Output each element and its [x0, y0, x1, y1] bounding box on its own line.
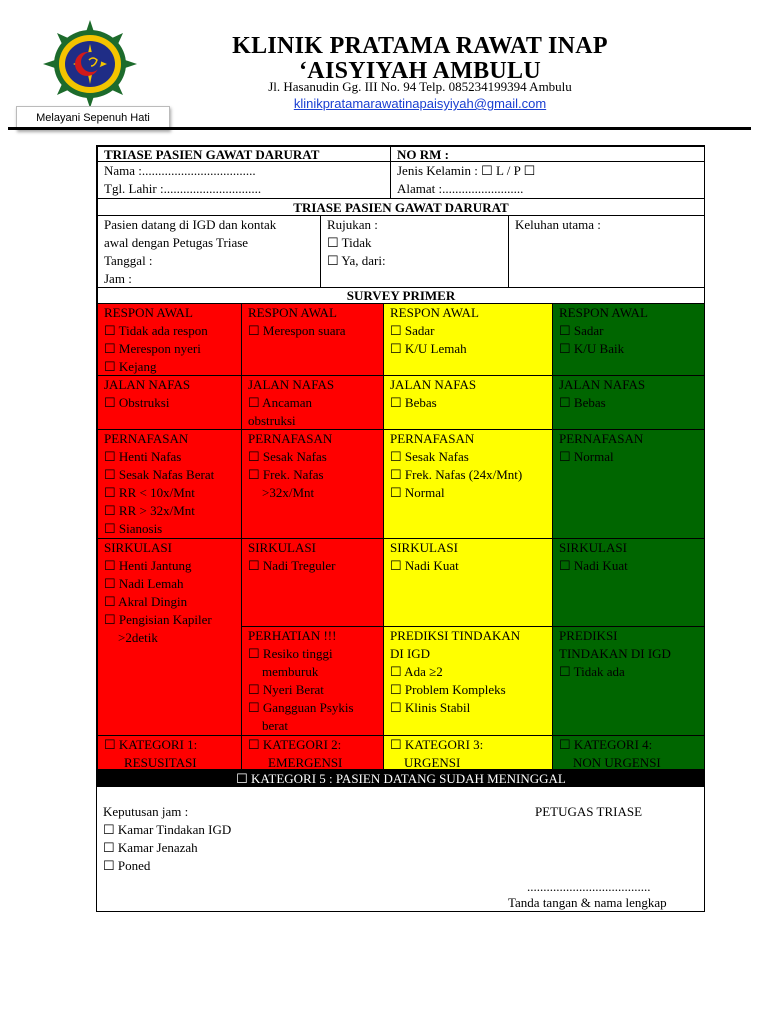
pernafasan-option[interactable]: ☐ Normal	[390, 485, 445, 500]
respon-option[interactable]: ☐ Merespon nyeri	[104, 341, 201, 356]
jenis-kelamin-field[interactable]: Jenis Kelamin : ☐ L / P ☐	[397, 163, 536, 178]
sirkulasi-head: SIRKULASI	[104, 540, 172, 555]
respon-head: RESPON AWAL	[104, 305, 193, 320]
jalan-option[interactable]: ☐ Bebas	[559, 395, 606, 410]
rujukan-label: Rujukan :	[327, 217, 378, 232]
respon-option[interactable]: ☐ Kejang	[104, 359, 157, 374]
triage-section-title: TRIASE PASIEN GAWAT DARURAT	[97, 198, 705, 216]
sirkulasi-option[interactable]: ☐ Henti Jantung	[104, 558, 192, 573]
sirkulasi-option[interactable]: ☐ Nadi Treguler	[248, 558, 336, 573]
petugas-title: PETUGAS TRIASE	[535, 804, 643, 819]
pernafasan-option-cont: >32x/Mnt	[262, 485, 315, 500]
prediksi-green	[552, 626, 705, 736]
rujukan-ya-checkbox[interactable]: ☐ Ya, dari:	[327, 253, 386, 268]
kategori-name: NON URGENSI	[573, 755, 661, 770]
pernafasan-option[interactable]: ☐ Sesak Nafas	[248, 449, 327, 464]
clinic-logo	[43, 20, 137, 108]
perhatian-option[interactable]: ☐ Nyeri Berat	[248, 682, 324, 697]
respon-head: RESPON AWAL	[248, 305, 337, 320]
pernafasan-option[interactable]: ☐ RR > 32x/Mnt	[104, 503, 195, 518]
respon-option[interactable]: ☐ Sadar	[559, 323, 604, 338]
perhatian-option-cont: memburuk	[262, 664, 319, 679]
sirkulasi-red	[97, 538, 242, 736]
jalan-option[interactable]: ☐ Obstruksi	[104, 395, 170, 410]
prediksi-head: PREDIKSI	[559, 628, 618, 643]
pernafasan-option[interactable]: ☐ RR < 10x/Mnt	[104, 485, 195, 500]
kategori-name: RESUSITASI	[124, 755, 197, 770]
pernafasan-option[interactable]: ☐ Frek. Nafas	[248, 467, 324, 482]
rujukan-tidak-checkbox[interactable]: ☐ Tidak	[327, 235, 372, 250]
jalan-nafas-green	[552, 375, 705, 430]
prediksi-head: PREDIKSI TINDAKAN	[390, 628, 521, 643]
rujukan-box	[320, 215, 509, 288]
clinic-address: Jl. Hasanudin Gg. III No. 94 Telp. 085234199394 Ambulu	[268, 79, 572, 94]
respon-option[interactable]: ☐ Merespon suara	[248, 323, 346, 338]
jalan-option-cont: obstruksi	[248, 413, 296, 428]
kategori-3-checkbox[interactable]	[383, 735, 553, 770]
jalan-nafas-yellow	[383, 375, 553, 430]
sirkulasi-head: SIRKULASI	[559, 540, 627, 555]
jalan-head: JALAN NAFAS	[104, 377, 191, 392]
clinic-email-link[interactable]: klinikpratamarawatinapaisyiyah@gmail.com	[293, 96, 547, 111]
keputusan-label: Keputusan jam :	[103, 804, 189, 819]
jalan-head: JALAN NAFAS	[390, 377, 477, 392]
respon-option[interactable]: ☐ Tidak ada respon	[104, 323, 208, 338]
respon-awal-red-2	[241, 303, 384, 376]
prediksi-option[interactable]: ☐ Tidak ada	[559, 664, 625, 679]
sirkulasi-option-cont: >2detik	[118, 630, 158, 645]
sirkulasi-option[interactable]: ☐ Akral Dingin	[104, 594, 188, 609]
pernafasan-option[interactable]: ☐ Sianosis	[104, 521, 163, 536]
prediksi-option[interactable]: ☐ Klinis Stabil	[390, 700, 471, 715]
nama-field[interactable]: Nama :...................................	[104, 163, 256, 178]
sirkulasi-option[interactable]: ☐ Pengisian Kapiler	[104, 612, 212, 627]
kategori-name: URGENSI	[404, 755, 461, 770]
jam-field[interactable]: Jam :	[104, 271, 132, 286]
jalan-option[interactable]: ☐ Ancaman	[248, 395, 312, 410]
respon-awal-green	[552, 303, 705, 376]
signature-caption: Tanda tangan & nama lengkap	[508, 895, 667, 910]
prediksi-head: DI IGD	[390, 646, 431, 661]
pernafasan-option[interactable]: ☐ Henti Nafas	[104, 449, 182, 464]
pernafasan-red	[97, 429, 242, 539]
no-rm-field[interactable]: NO RM :	[390, 146, 705, 162]
sirkulasi-green	[552, 538, 705, 627]
jalan-head: JALAN NAFAS	[248, 377, 335, 392]
sirkulasi-red-2	[241, 538, 384, 627]
pernafasan-head: PERNAFASAN	[104, 431, 189, 446]
kategori-2-checkbox[interactable]	[241, 735, 384, 770]
kategori-label: ☐ KATEGORI 2:	[248, 737, 342, 752]
respon-awal-red	[97, 303, 242, 376]
kategori-label: ☐ KATEGORI 4:	[559, 737, 653, 752]
jalan-option[interactable]: ☐ Bebas	[390, 395, 437, 410]
pernafasan-option[interactable]: ☐ Sesak Nafas	[390, 449, 469, 464]
motto-text: Melayani Sepenuh Hati	[36, 112, 150, 124]
respon-head: RESPON AWAL	[559, 305, 648, 320]
pernafasan-green	[552, 429, 705, 539]
pernafasan-head: PERNAFASAN	[390, 431, 475, 446]
pernafasan-option[interactable]: ☐ Frek. Nafas (24x/Mnt)	[390, 467, 523, 482]
keputusan-option[interactable]: ☐ Poned	[103, 858, 151, 873]
prediksi-head: TINDAKAN DI IGD	[559, 646, 671, 661]
keputusan-option[interactable]: ☐ Kamar Tindakan IGD	[103, 822, 232, 837]
signature-line[interactable]: ......................................	[527, 879, 651, 894]
tanggal-field[interactable]: Tanggal :	[104, 253, 153, 268]
perhatian-option[interactable]: ☐ Gangguan Psykis	[248, 700, 354, 715]
sirkulasi-option[interactable]: ☐ Nadi Kuat	[559, 558, 628, 573]
sirkulasi-option[interactable]: ☐ Nadi Kuat	[390, 558, 459, 573]
header-divider	[8, 127, 751, 130]
patient-form-title: TRIASE PASIEN GAWAT DARURAT	[97, 146, 391, 162]
kategori-5-checkbox[interactable]: ☐ KATEGORI 5 : PASIEN DATANG SUDAH MENINGGAL	[97, 769, 705, 787]
pernafasan-yellow	[383, 429, 553, 539]
respon-option[interactable]: ☐ K/U Baik	[559, 341, 625, 356]
pernafasan-option[interactable]: ☐ Sesak Nafas Berat	[104, 467, 215, 482]
kategori-name: EMERGENSI	[268, 755, 343, 770]
tgl-lahir-field[interactable]: Tgl. Lahir :..............................	[104, 181, 262, 196]
sirkulasi-head: SIRKULASI	[248, 540, 316, 555]
prediksi-yellow	[383, 626, 553, 736]
respon-option[interactable]: ☐ K/U Lemah	[390, 341, 467, 356]
keputusan-box	[103, 803, 231, 875]
clinic-title-line1: KLINIK PRATAMA RAWAT INAP	[232, 33, 608, 59]
clinic-title-line2: ‘AISYIYAH AMBULU	[299, 58, 541, 84]
arrival-box	[97, 215, 321, 288]
pernafasan-head: PERNAFASAN	[248, 431, 333, 446]
perhatian-option-cont: berat	[262, 718, 288, 733]
survey-primer-title: SURVEY PRIMER	[97, 287, 705, 304]
perhatian-head: PERHATIAN !!!	[248, 628, 337, 643]
perhatian-box	[241, 626, 384, 736]
sirkulasi-yellow	[383, 538, 553, 627]
jalan-nafas-red	[97, 375, 242, 430]
pernafasan-head: PERNAFASAN	[559, 431, 644, 446]
perhatian-option[interactable]: ☐ Resiko tinggi	[248, 646, 333, 661]
triage-form	[96, 145, 705, 912]
respon-awal-yellow	[383, 303, 553, 376]
respon-head: RESPON AWAL	[390, 305, 479, 320]
respon-option[interactable]: ☐ Sadar	[390, 323, 435, 338]
patient-right-box	[390, 161, 705, 199]
kategori-1-checkbox[interactable]	[97, 735, 242, 770]
kategori-label: ☐ KATEGORI 1:	[104, 737, 198, 752]
alamat-field[interactable]: Alamat :.........................	[397, 181, 524, 196]
keluhan-box[interactable]	[508, 215, 705, 288]
sirkulasi-option[interactable]: ☐ Nadi Lemah	[104, 576, 184, 591]
arrival-line: awal dengan Petugas Triase	[104, 235, 249, 250]
pernafasan-option[interactable]: ☐ Normal	[559, 449, 614, 464]
jalan-head: JALAN NAFAS	[559, 377, 646, 392]
jalan-nafas-red-2	[241, 375, 384, 430]
patient-left-box	[97, 161, 391, 199]
sirkulasi-head: SIRKULASI	[390, 540, 458, 555]
keputusan-option[interactable]: ☐ Kamar Jenazah	[103, 840, 198, 855]
arrival-line: Pasien datang di IGD dan kontak	[104, 217, 277, 232]
kategori-4-checkbox[interactable]	[552, 735, 705, 770]
pernafasan-red-2	[241, 429, 384, 539]
kategori-label: ☐ KATEGORI 3:	[390, 737, 484, 752]
prediksi-option[interactable]: ☐ Problem Kompleks	[390, 682, 506, 697]
prediksi-option[interactable]: ☐ Ada ≥2	[390, 664, 443, 679]
keluhan-label: Keluhan utama :	[515, 217, 601, 232]
